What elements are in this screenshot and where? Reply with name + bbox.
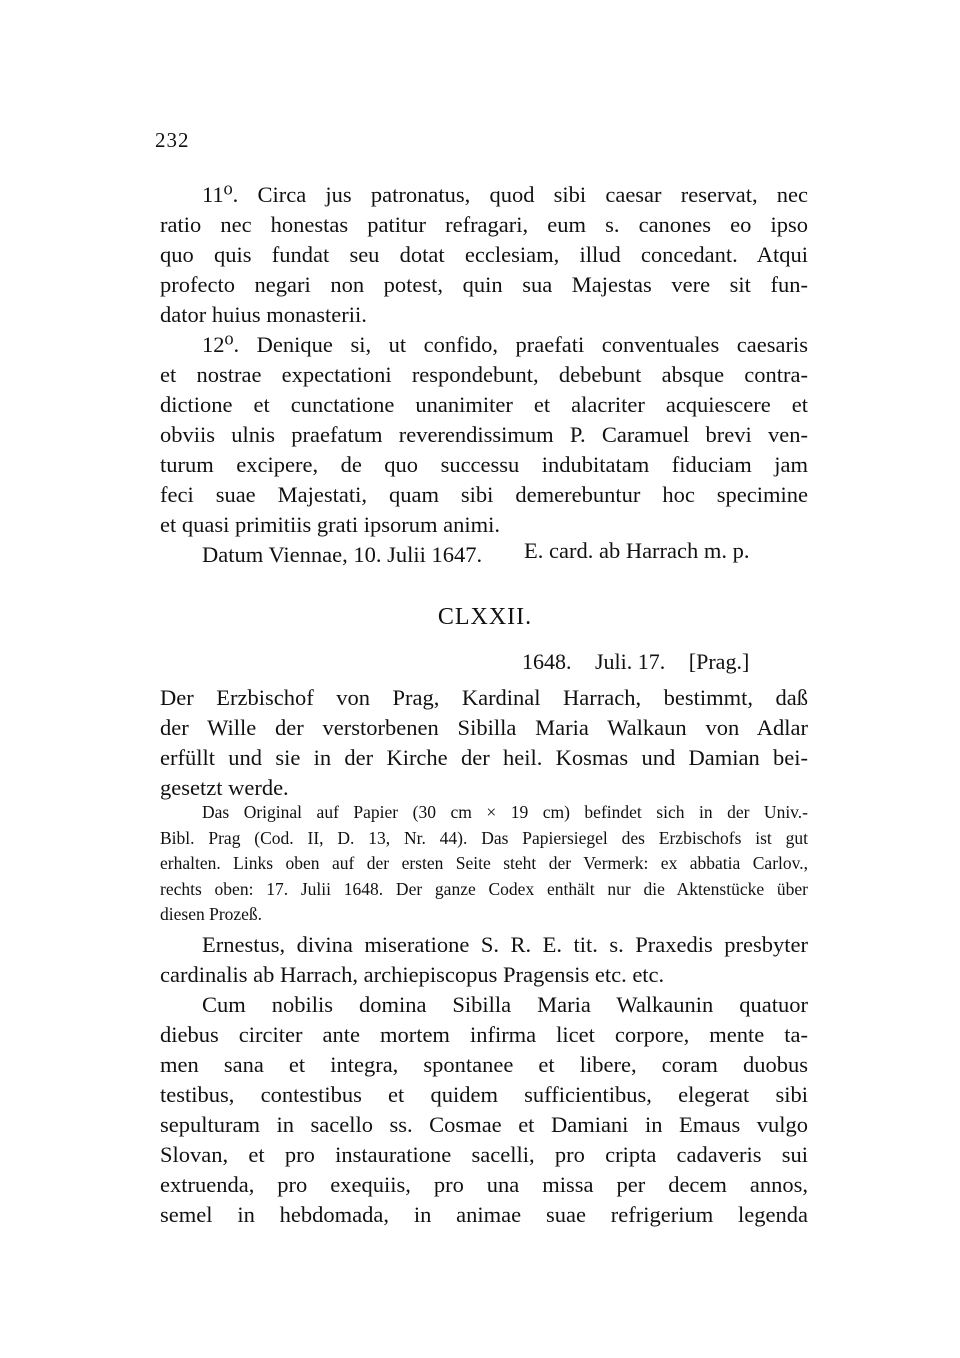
text-line: 11⁰. Circa jus patronatus, quod sibi caesar reservat, nec [202, 182, 808, 207]
document-day: Juli. 17. [595, 649, 666, 674]
text-line: et quasi primitiis grati ipsorum animi. [160, 512, 500, 537]
document-place: [Prag.] [688, 649, 750, 674]
text-line: testibus, contestibus et quidem sufficientibus, elegerat sibi [160, 1082, 808, 1107]
latin-text-block [160, 180, 808, 570]
text-line: Ernestus, divina miseratione S. R. E. tit. s. Praxedis presbyter [202, 932, 808, 957]
dating-line: Datum Viennae, 10. Julii 1647. [202, 542, 483, 567]
text-line: quo quis fundat seu dotat ecclesiam, illud concedant. Atqui [160, 242, 808, 267]
document-body [160, 930, 808, 1230]
document-number: CLXXII. [437, 604, 533, 630]
note-line: Bibl. Prag (Cod. II, D. 13, Nr. 44). Das Papiersiegel des Erzbischofs ist gut [160, 827, 808, 848]
note-line: rechts oben: 17. Julii 1648. Der ganze Codex enthält nur die Aktenstücke über [160, 878, 808, 899]
note-line: Das Original auf Papier (30 cm × 19 cm) befindet sich in der Univ.- [202, 802, 808, 822]
text-line: feci suae Majestati, quam sibi demerebuntur hoc specimine [160, 482, 808, 507]
text-line: semel in hebdomada, in animae suae refrigerium legenda [160, 1202, 808, 1227]
text-line: diebus circiter ante mortem infirma licet corpore, mente ta- [160, 1022, 808, 1047]
text-line: 12⁰. Denique si, ut confido, praefati conventuales caesaris [202, 332, 808, 357]
note-line: erhalten. Links oben auf der ersten Seite steht der Vermerk: ex abbatia Carlov., [160, 853, 808, 873]
text-line: ratio nec honestas patitur refragari, eum s. canones eo ipso [160, 212, 808, 237]
text-line: extruenda, pro exequiis, pro una missa per decem annos, [160, 1172, 808, 1197]
text-line: cardinalis ab Harrach, archiepiscopus Pragensis etc. etc. [160, 962, 665, 987]
regest-line: Der Erzbischof von Prag, Kardinal Harrach, bestimmt, daß [160, 685, 808, 710]
signature: E. card. ab Harrach m. p. [524, 538, 750, 563]
regest [160, 682, 808, 802]
text-line: dictione et cunctatione unanimiter et alacriter acquiescere et [160, 392, 808, 417]
text-line: men sana et integra, spontanee et libere, coram duobus [160, 1052, 808, 1077]
text-line: Cum nobilis domina Sibilla Maria Walkaunin quatuor [202, 992, 808, 1017]
text-line: obviis ulnis praefatum reverendissimum P. Caramuel brevi ven- [160, 422, 808, 447]
text-line: et nostrae expectationi respondebunt, debebunt absque contra- [160, 362, 808, 387]
regest-line: gesetzt werde. [160, 775, 289, 800]
document-year: 1648. [522, 649, 572, 674]
text-line: Slovan, et pro instauratione sacelli, pro cripta cadaveris sui [160, 1142, 808, 1167]
text-line: profecto negari non potest, quin sua Majestas vere sit fun- [160, 272, 808, 297]
regest-line: der Wille der verstorbenen Sibilla Maria Walkaun von Adlar [160, 715, 808, 740]
text-line: sepulturam in sacello ss. Cosmae et Damiani in Emaus vulgo [160, 1112, 808, 1137]
text-line: dator huius monasterii. [160, 302, 367, 327]
archival-note [160, 800, 808, 928]
page-number: 232 [155, 128, 190, 152]
text-line: turum excipere, de quo successu indubitatam fiduciam jam [160, 452, 808, 477]
document-date [522, 648, 749, 676]
regest-line: erfüllt und sie in der Kirche der heil. Kosmas und Damian bei- [160, 745, 808, 770]
note-line: diesen Prozeß. [160, 904, 263, 924]
